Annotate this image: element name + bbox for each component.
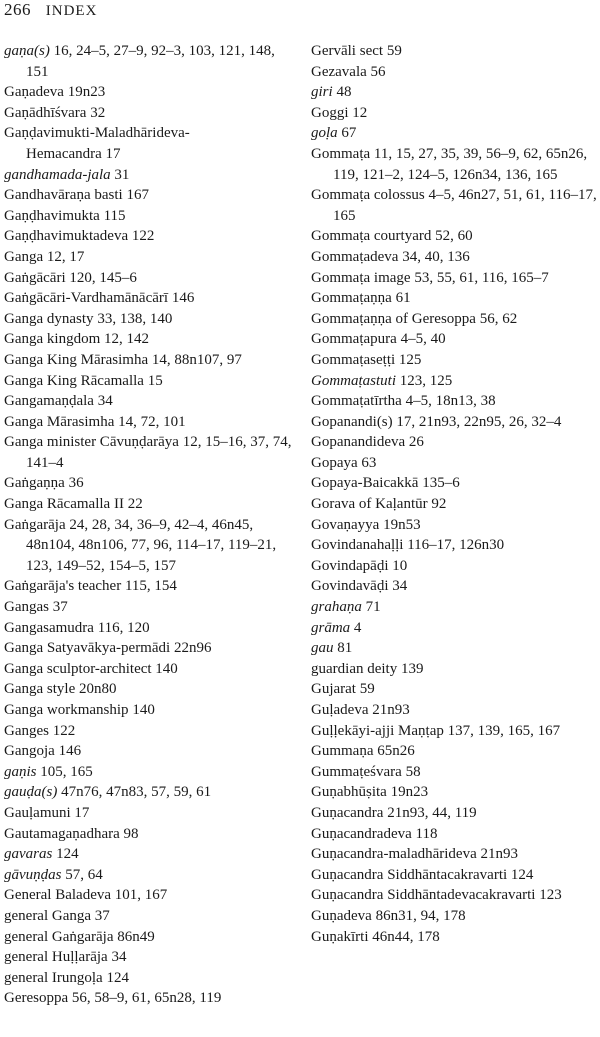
index-references: 17, 21n93, 22n95, 26, 32–4	[392, 413, 562, 430]
index-entry	[311, 824, 600, 845]
index-references: 57, 64	[61, 866, 103, 883]
index-entry	[311, 700, 600, 721]
index-term: Ganga King Rācamalla	[4, 372, 144, 389]
index-term: Gujarat	[311, 681, 356, 698]
index-term: Ganga minister Cāvuṇḍarāya	[4, 434, 179, 451]
page-header	[4, 0, 97, 20]
index-references: 123, 125	[396, 372, 453, 389]
index-entry	[4, 741, 294, 762]
index-entry	[311, 721, 600, 742]
index-references: 135–6	[418, 475, 460, 492]
index-entry	[4, 123, 294, 164]
index-references: 56	[366, 63, 386, 80]
index-entry	[4, 618, 294, 639]
index-references: 14, 72, 101	[114, 413, 186, 430]
index-references: 56, 58–9, 61, 65n28, 119	[68, 990, 222, 1007]
index-term: Ganga dynasty	[4, 310, 94, 327]
index-references: 146	[168, 290, 195, 307]
index-entry	[311, 865, 600, 886]
index-references: 124	[102, 969, 129, 986]
index-term: general Irungoḷa	[4, 969, 103, 986]
index-references: 4–5, 18n13, 38	[401, 393, 496, 410]
index-references: 115	[99, 207, 126, 224]
index-term: Gommaṭa courtyard	[311, 228, 432, 245]
index-entry	[311, 576, 600, 597]
index-term: Ganga Mārasimha	[4, 413, 115, 430]
index-entry	[311, 453, 600, 474]
index-entry	[4, 412, 294, 433]
index-column-right	[311, 41, 600, 947]
index-entry	[4, 782, 294, 803]
index-term: gāvuṇḍas	[4, 866, 62, 883]
index-references: 12, 142	[100, 331, 149, 348]
index-entry	[311, 535, 600, 556]
index-term: Geresoppa	[4, 990, 69, 1007]
index-references: 140	[151, 660, 178, 677]
index-references: 12, 17	[43, 248, 85, 265]
index-references: 32	[86, 104, 106, 121]
index-term: Gommaṭatīrtha	[311, 393, 402, 410]
index-entry	[311, 82, 600, 103]
index-references: 37	[91, 907, 110, 924]
index-term: grāma	[311, 619, 351, 636]
index-term: Gommaṭastuti	[311, 372, 397, 389]
index-term: Gommaṭaseṭṭi	[311, 351, 396, 368]
index-references: 34, 40, 136	[398, 248, 470, 265]
index-term: Gaṅgarāja's teacher	[4, 578, 122, 595]
index-term: Ganga sculptor-architect	[4, 660, 152, 677]
index-term: grahaṇa	[311, 599, 362, 616]
index-references: 15	[143, 372, 163, 389]
index-entry	[4, 947, 294, 968]
index-entry	[4, 185, 294, 206]
index-entry	[4, 494, 294, 515]
index-references: 139	[397, 660, 424, 677]
index-term: Gommaṭa colossus	[311, 187, 425, 204]
index-entry	[311, 350, 600, 371]
index-references: 61	[391, 290, 411, 307]
index-entry	[4, 638, 294, 659]
index-entry	[311, 268, 600, 289]
index-term: gauḍa(s)	[4, 784, 58, 801]
index-term: Gummaṭeśvara	[311, 763, 402, 780]
index-entry	[311, 247, 600, 268]
index-entry	[311, 844, 600, 865]
index-entry	[4, 679, 294, 700]
index-term: Gaṇḍhavimuktadeva	[4, 228, 129, 245]
index-references: 71	[361, 599, 381, 616]
index-references: 26	[405, 434, 424, 451]
index-entry	[4, 391, 294, 412]
index-references: 47n76, 47n83, 57, 59, 61	[57, 784, 212, 801]
index-entry	[4, 803, 294, 824]
index-references: 118	[411, 825, 438, 842]
index-entry	[4, 597, 294, 618]
index-references: 125	[395, 351, 422, 368]
index-term: Gopanandideva	[311, 434, 406, 451]
index-references: 101, 167	[111, 887, 168, 904]
index-term: Gommaṭaṇṇa	[311, 290, 392, 307]
index-references: 10	[388, 557, 408, 574]
index-term: Gaṅgācāri-Vardhamānācārī	[4, 290, 169, 307]
index-column-left	[4, 41, 294, 1009]
index-entry	[4, 288, 294, 309]
index-term: Guṇacandra Siddhāntacakravarti	[311, 866, 508, 883]
index-term: Gauḷamuni	[4, 804, 71, 821]
index-entry	[4, 329, 294, 350]
index-references: 92	[427, 496, 447, 513]
index-entry	[4, 700, 294, 721]
index-entry	[4, 721, 294, 742]
index-references: 20n80	[75, 681, 117, 698]
index-references: 4	[350, 619, 362, 636]
index-references: 81	[333, 640, 353, 657]
index-term: Gangoja	[4, 743, 55, 760]
index-term: Gaṇḍavimukti-Maladhārideva-	[4, 125, 190, 142]
index-entry	[311, 123, 600, 144]
index-references: 124	[52, 846, 79, 863]
index-term: Guṇadeva	[311, 907, 372, 924]
index-entry	[4, 659, 294, 680]
index-entry	[4, 371, 294, 392]
index-term: Gopanandi(s)	[311, 413, 393, 430]
index-references: 58	[401, 763, 421, 780]
index-entry	[311, 103, 600, 124]
index-entry	[311, 226, 600, 247]
index-entry	[4, 432, 294, 473]
index-entry	[4, 206, 294, 227]
index-references: 24, 28, 34, 36–9, 42–4, 46n45, 48n104, 48n106, 77, 96, 114–17, 119–21, 123, 149–52, 154–5, 157	[26, 516, 277, 574]
index-entry	[4, 968, 294, 989]
index-references: 124	[507, 866, 534, 883]
index-entry	[4, 988, 294, 1009]
index-term: Gangamaṇḍala	[4, 393, 94, 410]
index-term: Ganga style	[4, 681, 76, 698]
index-references: 34	[93, 393, 113, 410]
index-term: Gommaṭa image	[311, 269, 411, 286]
index-entry	[4, 350, 294, 371]
index-term: Ganges	[4, 722, 49, 739]
index-references: 98	[119, 825, 139, 842]
index-references: 59	[383, 43, 402, 59]
index-term: gaṇis	[4, 763, 37, 780]
index-term: Gaṇādhīśvara	[4, 104, 87, 121]
index-entry	[4, 927, 294, 948]
index-term: Govindapāḍi	[311, 557, 389, 574]
index-entry	[311, 885, 600, 906]
index-term: Gorava of Kaḷantūr	[311, 496, 428, 513]
index-entry	[311, 309, 600, 330]
index-term: Gopaya	[311, 454, 358, 471]
index-term: Ganga Rācamalla II	[4, 496, 124, 513]
index-term: Guṇabhūṣita	[311, 784, 387, 801]
index-references: 52, 60	[431, 228, 473, 245]
index-term: Gandhavāraṇa basti	[4, 187, 123, 204]
index-entry	[311, 597, 600, 618]
index-references: 31	[110, 166, 130, 183]
index-entry	[4, 226, 294, 247]
index-references: 33, 138, 140	[93, 310, 173, 327]
index-term: Guṇacandra-maladhārideva	[311, 846, 477, 863]
index-references: 53, 55, 61, 116, 165–7	[410, 269, 549, 286]
index-references: 36	[64, 475, 84, 492]
index-term: Gaṇḍhavimukta	[4, 207, 100, 224]
index-references: 56, 62	[475, 310, 518, 327]
index-entry	[4, 165, 294, 186]
index-entry	[311, 473, 600, 494]
index-references: 120, 145–6	[65, 269, 137, 286]
index-references: 4–5, 46n27, 51, 61, 116–17, 165	[333, 187, 597, 224]
index-references: 34	[388, 578, 408, 595]
index-term: Gommaṭaṇṇa of Geresoppa	[311, 310, 476, 327]
index-entry	[4, 576, 294, 597]
index-term: Goggi	[311, 104, 349, 121]
index-entry	[311, 659, 600, 680]
index-term: Guṇacandra Siddhāntadevacakravarti	[311, 887, 536, 904]
index-entry	[311, 782, 600, 803]
index-entry	[311, 556, 600, 577]
index-entry	[311, 803, 600, 824]
index-term: Gommaṭa	[311, 145, 371, 162]
index-entry	[4, 247, 294, 268]
index-term: Ganga workmanship	[4, 702, 129, 718]
index-references: 86n31, 94, 178	[371, 907, 466, 924]
index-entry	[311, 144, 600, 185]
index-entry	[311, 638, 600, 659]
index-term: Gautamagaṇadhara	[4, 825, 120, 842]
index-term: Ganga King Mārasimha	[4, 351, 149, 368]
index-references: 86n49	[113, 928, 155, 945]
index-term: general Huḷḷarāja	[4, 949, 108, 966]
index-references: 4–5, 40	[396, 331, 446, 348]
index-references: 105, 165	[36, 763, 93, 780]
index-entry	[311, 741, 600, 762]
index-entry	[311, 762, 600, 783]
index-entry	[4, 844, 294, 865]
index-entry	[4, 824, 294, 845]
index-entry	[4, 906, 294, 927]
index-entry	[311, 432, 600, 453]
index-term: Ganga kingdom	[4, 331, 101, 348]
index-entry	[4, 515, 294, 577]
index-term: Gaṅgarāja	[4, 516, 66, 533]
index-references: 21n93	[368, 702, 410, 718]
index-term: Gervāli sect	[311, 43, 384, 59]
index-entry	[4, 473, 294, 494]
page-number: 266	[4, 0, 31, 19]
index-entry	[4, 82, 294, 103]
index-term: gandhamada-jala	[4, 166, 111, 183]
index-references: 37	[49, 599, 68, 616]
index-term: giri	[311, 84, 333, 101]
index-term: Guṇakīrti	[311, 928, 369, 945]
index-entry	[4, 865, 294, 886]
index-term: Gommaṭapura	[311, 331, 397, 348]
index-term: Gaṇadeva	[4, 84, 64, 101]
index-references: 48	[332, 84, 352, 101]
index-entry	[311, 62, 600, 83]
index-term: Gommaṭadeva	[311, 248, 399, 265]
index-references: 167	[122, 187, 149, 204]
index-references: 12, 15–16, 37, 74, 141–4	[26, 434, 292, 471]
index-term: general Ganga	[4, 907, 92, 924]
index-references: 146	[54, 743, 82, 760]
index-entry	[4, 309, 294, 330]
index-term: Gaṅgācāri	[4, 269, 66, 286]
index-references: 22n96	[170, 640, 212, 657]
page-title: INDEX	[45, 3, 98, 19]
index-references: 122	[49, 722, 76, 739]
index-entry	[4, 103, 294, 124]
index-references: 12	[348, 104, 368, 121]
index-entry	[4, 762, 294, 783]
index-entry	[311, 515, 600, 536]
index-references: 34	[107, 949, 127, 966]
index-term: Gezavala	[311, 63, 367, 80]
index-references: 46n44, 178	[368, 928, 440, 945]
index-term: Guṇacandradeva	[311, 825, 412, 842]
index-term: Govaṇayya	[311, 516, 380, 533]
index-term: general Gaṅgarāja	[4, 928, 114, 945]
index-term: gaṇa(s)	[4, 43, 50, 59]
index-entry	[311, 41, 600, 62]
index-references: 22	[123, 496, 143, 513]
index-references: 140	[128, 702, 155, 718]
index-entry	[311, 494, 600, 515]
index-term: Gaṅgaṇṇa	[4, 475, 65, 492]
index-term: gavaras	[4, 846, 53, 863]
index-term: goḷa	[311, 125, 338, 142]
index-entry	[311, 618, 600, 639]
index-term: Gangas	[4, 599, 49, 616]
index-references: 59	[355, 681, 375, 698]
index-term: Guṇacandra	[311, 804, 384, 821]
index-references: 11, 15, 27, 35, 39, 56–9, 62, 65n26, 119, 121–2, 124–5, 126n34, 136, 165	[333, 145, 588, 183]
index-references: 123	[535, 887, 562, 904]
index-term: Govindavāḍi	[311, 578, 389, 595]
index-entry	[4, 885, 294, 906]
index-entry	[311, 185, 600, 226]
index-entry	[311, 371, 600, 392]
index-references: 63	[357, 454, 377, 471]
index-entry	[311, 288, 600, 309]
index-term: Gangasamudra	[4, 619, 94, 636]
index-entry	[4, 268, 294, 289]
index-entry	[311, 679, 600, 700]
index-entry	[311, 927, 600, 948]
index-term: Gopaya-Baicakkā	[311, 475, 419, 492]
index-references: 137, 139, 165, 167	[443, 722, 561, 739]
index-entry	[311, 906, 600, 927]
index-references: 116–17, 126n30	[403, 537, 505, 554]
index-term: Ganga	[4, 248, 44, 265]
index-references: 19n23	[386, 784, 429, 801]
index-term: gau	[311, 640, 334, 657]
index-references: 21n93	[476, 846, 518, 863]
index-entry	[311, 412, 600, 433]
index-term: Ganga Satyavākya-permādi	[4, 640, 171, 657]
index-entry	[4, 41, 294, 82]
index-references: 17	[70, 804, 90, 821]
index-references: 16, 24–5, 27–9, 92–3, 103, 121, 148, 151	[26, 43, 275, 80]
index-references: 116, 120	[93, 619, 150, 636]
index-term: General Baladeva	[4, 887, 112, 904]
index-references: Hemacandra 17	[26, 145, 121, 162]
index-entry	[311, 391, 600, 412]
index-references: 65n26	[373, 743, 415, 760]
index-term: Gummaṇa	[311, 743, 374, 760]
index-term: Govindanahaḷḷi	[311, 537, 404, 554]
index-references: 122	[128, 228, 155, 245]
index-references: 21n93, 44, 119	[383, 804, 477, 821]
index-term: Guḷadeva	[311, 702, 369, 718]
index-term: guardian deity	[311, 660, 398, 677]
index-references: 14, 88n107, 97	[148, 351, 242, 368]
index-references: 67	[337, 125, 357, 142]
index-term: Guḷḷekāyi-ajji Maṇṭap	[311, 722, 444, 739]
index-entry	[311, 329, 600, 350]
index-references: 19n23	[63, 84, 106, 101]
index-references: 115, 154	[121, 578, 177, 595]
index-references: 19n53	[379, 516, 421, 533]
